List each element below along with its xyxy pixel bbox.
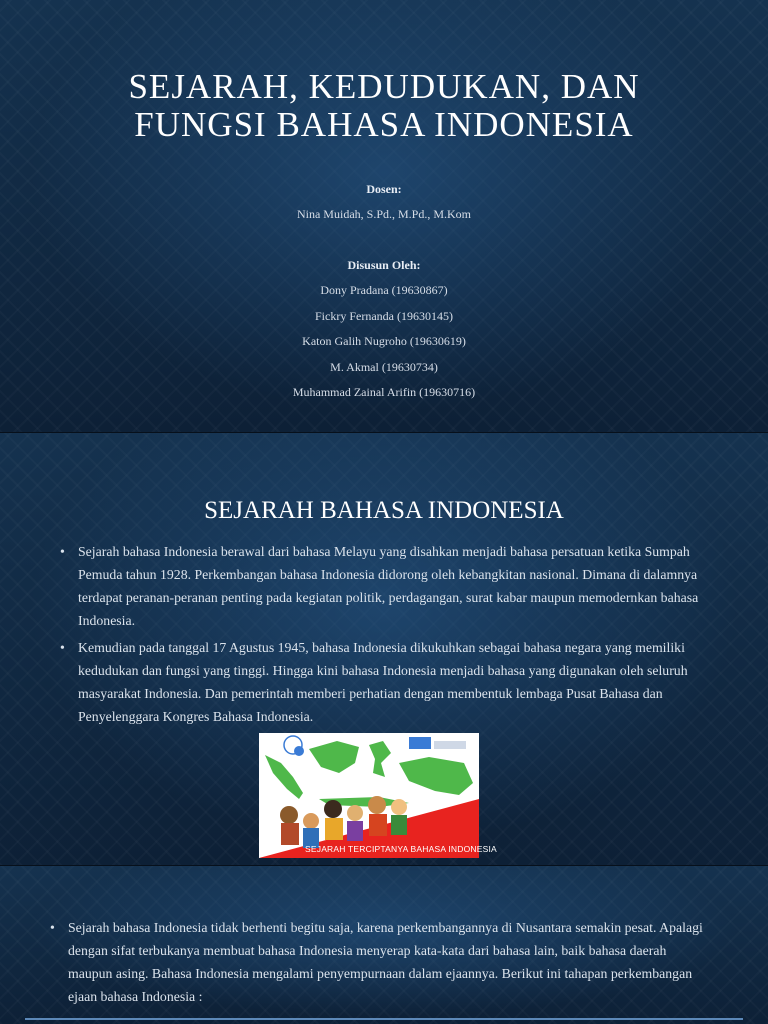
indonesia-map-illustration <box>259 733 479 858</box>
title-line-2: FUNGSI BAHASA INDONESIA <box>134 105 634 144</box>
author-1: Dony Pradana (19630867) <box>320 283 448 297</box>
title-slide <box>0 0 768 432</box>
bullet-list-3 <box>50 916 710 1012</box>
table-top-edge <box>25 1018 743 1024</box>
author-3: Katon Galih Nugroho (19630619) <box>302 334 466 348</box>
author-2: Fickry Fernanda (19630145) <box>315 309 453 323</box>
title-line-1: SEJARAH, KEDUDUKAN, DAN <box>128 67 640 106</box>
author-4: M. Akmal (19630734) <box>330 360 438 374</box>
author-5: Muhammad Zainal Arifin (19630716) <box>292 385 476 399</box>
section-heading: SEJARAH BAHASA INDONESIA <box>204 497 564 524</box>
bullet-item-2: • Kemudian pada tanggal 17 Agustus 1945, bahasa Indonesia dikukuhkan sebagai bahasa negara yang memiliki kedudukan dan fungsi yang tinggi. Hingga kini bahasa Indonesia menjadi bahasa yang digunakan oleh seluruh masyarakat Indonesia. Dan pemerintah memberi perhatian dengan membentuk lembaga Pusat Bahasa dan Penyelenggara Kongres Bahasa Indonesia. <box>60 636 710 728</box>
dosen-label: Dosen: <box>366 182 402 196</box>
presentation-title <box>0 68 768 144</box>
disusun-label: Disusun Oleh: <box>347 258 421 272</box>
bullet-item-3: • Sejarah bahasa Indonesia tidak berhenti begitu saja, karena perkembangannya di Nusantara semakin pesat. Apalagi dengan sifat terbukanya membuat bahasa Indonesia menyerap kata-kata dari bahasa lain, baik bahasa daerah maupun asing. Bahasa Indonesia mengalami penyempurnaan dalam ejaannya. Berikut ini tahapan perkembangan ejaan bahasa Indonesia : <box>50 916 710 1008</box>
development-slide <box>0 866 768 1024</box>
history-slide <box>0 433 768 865</box>
image-caption: SEJARAH TERCIPTANYA BAHASA INDONESIA <box>305 844 497 854</box>
dosen-name: Nina Muidah, S.Pd., M.Pd., M.Kom <box>296 207 472 221</box>
bullet-list <box>60 540 710 732</box>
bullet-item-1: • Sejarah bahasa Indonesia berawal dari bahasa Melayu yang disahkan menjadi bahasa persatuan ketika Sumpah Pemuda tahun 1928. Perkembangan bahasa Indonesia didorong oleh kebangkitan nasional. Dimana di dalamnya terdapat peranan-peranan penting pada kegiatan politik, perdagangan, surat kabar maupun memodernkan bahasa Indonesia. <box>60 540 710 632</box>
